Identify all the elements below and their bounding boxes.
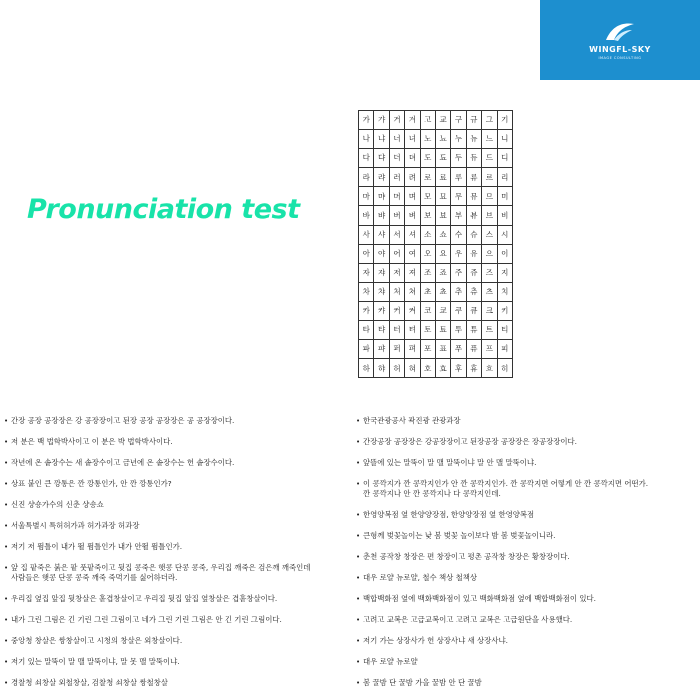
- grid-cell: 뷰: [466, 206, 481, 225]
- grid-cell: 류: [466, 168, 481, 187]
- sentence-item: • 상표 붙인 큰 깡통은 깐 깡통인가, 안 깐 깡통인가?: [3, 479, 343, 489]
- grid-cell: 포: [420, 340, 435, 359]
- grid-cell: 텨: [405, 321, 420, 340]
- syllable-grid: [358, 110, 513, 378]
- grid-cell: 퓨: [466, 340, 481, 359]
- grid-cell: 초: [420, 282, 435, 301]
- grid-row: [359, 282, 513, 301]
- grid-cell: 처: [389, 282, 404, 301]
- grid-cell: 묘: [435, 187, 450, 206]
- grid-cell: 서: [389, 225, 404, 244]
- grid-cell: 후: [451, 359, 466, 378]
- grid-cell: 너: [389, 130, 404, 149]
- sentence-item: • 이 콩깍지가 깐 콩깍지인가 안 깐 콩깍지인가. 깐 콩깍지면 어떻게 안 깐 콩깍지면 어떤가.: [355, 479, 695, 489]
- grid-cell: 더: [389, 149, 404, 168]
- grid-cell: 퍄: [374, 340, 389, 359]
- grid-row: [359, 321, 513, 340]
- grid-cell: 토: [420, 321, 435, 340]
- grid-cell: 뵤: [435, 206, 450, 225]
- sentence-item: • 내가 그린 그림은 긴 기린 그린 그림이고 네가 그린 기린 그림은 안 긴 기린 그림이다.: [3, 615, 343, 625]
- grid-cell: 로: [420, 168, 435, 187]
- grid-cell: 츄: [466, 282, 481, 301]
- grid-cell: 추: [451, 282, 466, 301]
- grid-cell: 노: [420, 130, 435, 149]
- grid-cell: 두: [451, 149, 466, 168]
- sentence-item: • 중앙청 창살은 쌍창살이고 시청의 창살은 외창살이다.: [3, 636, 343, 646]
- grid-cell: 갸: [374, 111, 389, 130]
- grid-cell: 휴: [466, 359, 481, 378]
- grid-cell: 하: [359, 359, 374, 378]
- grid-cell: 쿄: [435, 301, 450, 320]
- grid-cell: 탸: [374, 321, 389, 340]
- grid-cell: 됴: [435, 149, 450, 168]
- grid-cell: 퍼: [389, 340, 404, 359]
- grid-cell: 마: [359, 187, 374, 206]
- grid-cell: 그: [482, 111, 497, 130]
- sentence-item: • 저기 가는 상장사가 헌 상장사냐 새 상장사냐.: [355, 636, 695, 646]
- sentence-item: • 큰형께 벚꽃놀이는 낮 봄 벚꽃 놀이보다 밤 봄 벚꽃놀이니라.: [355, 531, 695, 541]
- grid-cell: 무: [451, 187, 466, 206]
- grid-cell: 켜: [405, 301, 420, 320]
- grid-cell: 큐: [466, 301, 481, 320]
- grid-cell: 뉴: [466, 130, 481, 149]
- sentence-item: • 저기 있는 말뚝이 말 맬 말뚝이냐, 말 못 맬 말뚝이냐.: [3, 657, 343, 667]
- grid-cell: 투: [451, 321, 466, 340]
- grid-cell: 가: [359, 111, 374, 130]
- sentence-item: • 앞뜰에 있는 말뚝이 말 맬 말뚝이냐 말 안 맬 말뚝이냐.: [355, 458, 695, 468]
- grid-cell: 주: [451, 263, 466, 282]
- grid-cell: 쿠: [451, 301, 466, 320]
- grid-cell: 먀: [374, 187, 389, 206]
- grid-cell: 뇨: [435, 130, 450, 149]
- sentence-item: • 간장공장 공장장은 강공장장이고 된장공장 공장장은 장공장장이다.: [355, 437, 695, 447]
- grid-cell: 자: [359, 263, 374, 282]
- grid-cell: 혀: [405, 359, 420, 378]
- grid-cell: 흐: [482, 359, 497, 378]
- grid-cell: 샤: [374, 225, 389, 244]
- grid-cell: 니: [497, 130, 512, 149]
- grid-cell: 트: [482, 321, 497, 340]
- grid-cell: 보: [420, 206, 435, 225]
- grid-cell: 푸: [451, 340, 466, 359]
- grid-row: [359, 130, 513, 149]
- sentence-item: • 대우 로얄 뉴로얄: [355, 657, 695, 667]
- grid-cell: 루: [451, 168, 466, 187]
- grid-cell: 이: [497, 244, 512, 263]
- grid-cell: 우: [451, 244, 466, 263]
- grid-cell: 스: [482, 225, 497, 244]
- grid-cell: 펴: [405, 340, 420, 359]
- grid-row: [359, 225, 513, 244]
- grid-cell: 듀: [466, 149, 481, 168]
- grid-cell: 타: [359, 321, 374, 340]
- grid-cell: 며: [405, 187, 420, 206]
- grid-cell: 다: [359, 149, 374, 168]
- grid-cell: 랴: [374, 168, 389, 187]
- grid-cell: 챠: [374, 282, 389, 301]
- grid-cell: 피: [497, 340, 512, 359]
- grid-cell: 느: [482, 130, 497, 149]
- grid-row: [359, 301, 513, 320]
- grid-cell: 죠: [435, 263, 450, 282]
- grid-cell: 바: [359, 206, 374, 225]
- grid-cell: 튜: [466, 321, 481, 340]
- grid-cell: 누: [451, 130, 466, 149]
- grid-cell: 저: [389, 263, 404, 282]
- grid-row: [359, 187, 513, 206]
- grid-cell: 사: [359, 225, 374, 244]
- grid-cell: 툐: [435, 321, 450, 340]
- grid-cell: 표: [435, 340, 450, 359]
- grid-cell: 버: [389, 206, 404, 225]
- grid-cell: 오: [420, 244, 435, 263]
- grid-cell: 요: [435, 244, 450, 263]
- grid-cell: 겨: [405, 111, 420, 130]
- left-sentence-list: [3, 416, 343, 699]
- grid-cell: 프: [482, 340, 497, 359]
- grid-cell: 져: [405, 263, 420, 282]
- grid-cell: 머: [389, 187, 404, 206]
- grid-cell: 수: [451, 225, 466, 244]
- grid-cell: 비: [497, 206, 512, 225]
- grid-cell: 녀: [405, 130, 420, 149]
- sentence-item: • 신진 샹숑가수의 신춘 샹숑쇼: [3, 500, 343, 510]
- grid-cell: 햐: [374, 359, 389, 378]
- grid-cell: 므: [482, 187, 497, 206]
- sentence-item: • 서울특별시 특허허가과 허가과장 허과장: [3, 521, 343, 531]
- grid-cell: 치: [497, 282, 512, 301]
- grid-cell: 여: [405, 244, 420, 263]
- grid-cell: 규: [466, 111, 481, 130]
- grid-cell: 나: [359, 130, 374, 149]
- grid-cell: 뱌: [374, 206, 389, 225]
- grid-cell: 유: [466, 244, 481, 263]
- grid-cell: 티: [497, 321, 512, 340]
- sentence-item: • 백합백화점 옆에 백화백화점이 있고 백화백화점 옆에 백합백화점이 있다.: [355, 594, 695, 604]
- grid-cell: 커: [389, 301, 404, 320]
- grid-cell: 으: [482, 244, 497, 263]
- grid-cell: 교: [435, 111, 450, 130]
- grid-row: [359, 244, 513, 263]
- sentence-item: • 저기 저 뜀틀이 내가 뛸 뜀틀인가 내가 안뛸 뜀틀인가.: [3, 542, 343, 552]
- sentence-item: • 봄 꿀밤 단 꿀밤 가을 꿀밤 안 단 꿀밤: [355, 678, 695, 688]
- grid-row: [359, 111, 513, 130]
- grid-cell: 러: [389, 168, 404, 187]
- grid-cell: 라: [359, 168, 374, 187]
- grid-cell: 드: [482, 149, 497, 168]
- grid-cell: 파: [359, 340, 374, 359]
- grid-cell: 뎌: [405, 149, 420, 168]
- sentence-item: • 고려고 교복은 고급교복이고 고려고 교복은 고급원단을 사용했다.: [355, 615, 695, 625]
- grid-row: [359, 168, 513, 187]
- grid-cell: 쳐: [405, 282, 420, 301]
- grid-cell: 구: [451, 111, 466, 130]
- logo-tagline: IMAGE CONSULTING: [598, 56, 642, 60]
- sentence-item: 사람들은 햇콩 단콩 콩죽 깨죽 죽먹기를 싫어하더라.: [11, 573, 178, 582]
- grid-cell: 시: [497, 225, 512, 244]
- page-title: Pronunciation test: [27, 194, 300, 225]
- grid-cell: 리: [497, 168, 512, 187]
- grid-cell: 거: [389, 111, 404, 130]
- brand-logo: [540, 0, 700, 80]
- grid-cell: 기: [497, 111, 512, 130]
- sentence-item: • 우리집 옆집 앞집 뒷창살은 홑겹창살이고 우리집 뒷집 앞집 옆창살은 겹홑창살이다.: [3, 594, 343, 604]
- grid-cell: 뮤: [466, 187, 481, 206]
- grid-cell: 츠: [482, 282, 497, 301]
- grid-cell: 료: [435, 168, 450, 187]
- grid-cell: 부: [451, 206, 466, 225]
- grid-cell: 코: [420, 301, 435, 320]
- grid-cell: 냐: [374, 130, 389, 149]
- grid-cell: 디: [497, 149, 512, 168]
- sentence-item: • 한영양복점 옆 한양양장점, 한양양장점 옆 한영양복점: [355, 510, 695, 520]
- sentence-item: • 저 분은 백 법학박사이고 이 분은 박 법학박사이다.: [3, 437, 343, 447]
- grid-cell: 허: [389, 359, 404, 378]
- grid-cell: 슈: [466, 225, 481, 244]
- grid-cell: 쟈: [374, 263, 389, 282]
- sentence-item: • 한국관광공사 곽진광 관광과장: [355, 416, 695, 426]
- grid-cell: 크: [482, 301, 497, 320]
- logo-brand-name: WINGFL-SKY: [589, 45, 651, 54]
- grid-cell: 고: [420, 111, 435, 130]
- grid-cell: 야: [374, 244, 389, 263]
- grid-cell: 브: [482, 206, 497, 225]
- sentence-item: 깐 콩깍지나 안 깐 콩깍지나 다 콩깍지인데.: [363, 489, 501, 498]
- sentence-item: • 춘천 공작창 창장은 편 창장이고 평촌 공작창 창장은 황창장이다.: [355, 552, 695, 562]
- grid-cell: 캬: [374, 301, 389, 320]
- grid-row: [359, 206, 513, 225]
- sentence-item: • 경찰청 쇠창살 외철창살, 검찰청 쇠창살 쌍철창살: [3, 678, 343, 688]
- grid-cell: 터: [389, 321, 404, 340]
- grid-cell: 모: [420, 187, 435, 206]
- grid-row: [359, 263, 513, 282]
- grid-row: [359, 340, 513, 359]
- grid-cell: 차: [359, 282, 374, 301]
- sentence-item: • 앞 집 팥죽은 붉은 팥 풋팥죽이고 뒷집 콩죽은 햇콩 단콩 콩죽, 우리집 깨죽은 검은깨 깨죽인데: [3, 563, 343, 573]
- grid-cell: 지: [497, 263, 512, 282]
- bird-wing-icon: [604, 20, 636, 44]
- grid-cell: 아: [359, 244, 374, 263]
- right-sentence-list: [355, 416, 695, 699]
- grid-cell: 셔: [405, 225, 420, 244]
- grid-cell: 쵸: [435, 282, 450, 301]
- grid-cell: 호: [420, 359, 435, 378]
- grid-cell: 조: [420, 263, 435, 282]
- sentence-item: • 대우 로얄 뉴로얄, 철수 책상 철책상: [355, 573, 695, 583]
- grid-cell: 도: [420, 149, 435, 168]
- grid-cell: 르: [482, 168, 497, 187]
- grid-cell: 소: [420, 225, 435, 244]
- grid-cell: 히: [497, 359, 512, 378]
- grid-cell: 키: [497, 301, 512, 320]
- grid-cell: 어: [389, 244, 404, 263]
- grid-row: [359, 359, 513, 378]
- sentence-item: • 간장 공장 공장장은 강 공장장이고 된장 공장 공장장은 공 공장장이다.: [3, 416, 343, 426]
- grid-cell: 즈: [482, 263, 497, 282]
- grid-cell: 미: [497, 187, 512, 206]
- sentence-item: • 작년에 온 솥장수는 새 솥장수이고 금년에 온 솥장수는 헌 솥장수이다.: [3, 458, 343, 468]
- grid-cell: 려: [405, 168, 420, 187]
- grid-cell: 벼: [405, 206, 420, 225]
- grid-cell: 효: [435, 359, 450, 378]
- grid-cell: 카: [359, 301, 374, 320]
- grid-cell: 쥬: [466, 263, 481, 282]
- grid-cell: 댜: [374, 149, 389, 168]
- grid-cell: 쇼: [435, 225, 450, 244]
- grid-row: [359, 149, 513, 168]
